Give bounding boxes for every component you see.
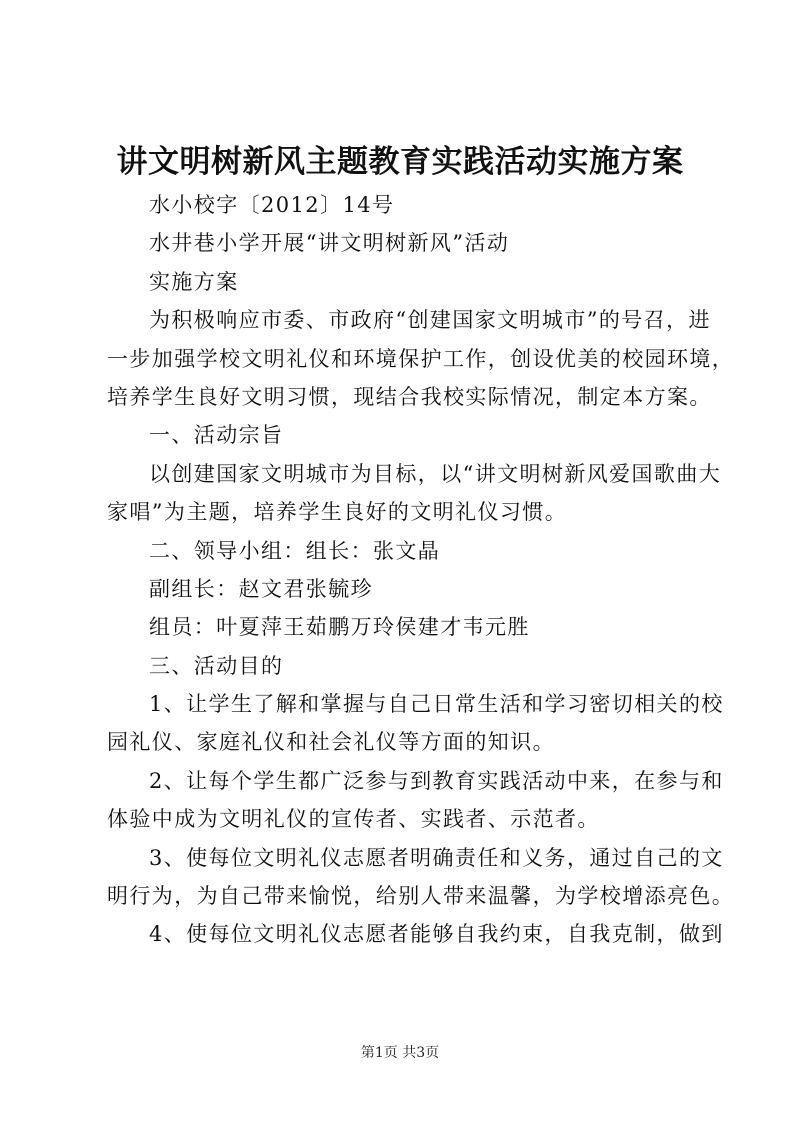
list-item-line: 3、使每位文明礼仪志愿者明确责任和义务，通过自己的文: [149, 845, 724, 870]
list-item-line: 明行为，为自己带来愉悦，给别人带来温馨，为学校增添亮色。: [107, 884, 735, 909]
doc-number-line: 水小校字〔2012〕14号: [149, 193, 395, 217]
list-item-line: 1、让学生了解和掌握与自己日常生活和学习密切相关的校: [149, 692, 724, 717]
section-heading: 三、活动目的: [149, 653, 284, 678]
paragraph-line: 一步加强学校文明礼仪和环境保护工作，创设优美的校园环境，: [107, 346, 735, 371]
paragraph-line: 培养学生良好文明习惯，现结合我校实际情况，制定本方案。: [107, 384, 712, 409]
paragraph-line: 家唱”为主题，培养学生良好的文明礼仪习惯。: [107, 500, 568, 525]
document-body: [107, 186, 735, 954]
subtitle-line: 水井巷小学开展“讲文明树新风”活动: [149, 231, 510, 256]
paragraph-line: 组员：叶夏萍王茹鹏万玲侯建才韦元胜: [149, 615, 530, 640]
paragraph-line: 为积极响应市委、市政府“创建国家文明城市”的号召，进: [149, 308, 711, 333]
page-footer: 第1页 共3页: [360, 1045, 440, 1061]
document-title: 讲文明树新风主题教育实践活动实施方案: [116, 144, 684, 180]
subtitle-line: 实施方案: [149, 269, 239, 294]
paragraph-line: 以创建国家文明城市为目标，以“讲文明树新风爱国歌曲大: [149, 461, 722, 486]
list-item-line: 体验中成为文明礼仪的宣传者、实践者、示范者。: [107, 807, 600, 832]
section-heading: 二、领导小组：组长：张文晶: [149, 538, 441, 563]
paragraph-line: 副组长：赵文君张毓珍: [149, 576, 373, 601]
section-heading: 一、活动宗旨: [149, 423, 284, 448]
list-item-line: 园礼仪、家庭礼仪和社会礼仪等方面的知识。: [107, 730, 555, 755]
list-item-line: 2、让每个学生都广泛参与到教育实践活动中来，在参与和: [149, 768, 724, 793]
list-item-line: 4、使每位文明礼仪志愿者能够自我约束，自我克制，做到: [149, 922, 724, 947]
